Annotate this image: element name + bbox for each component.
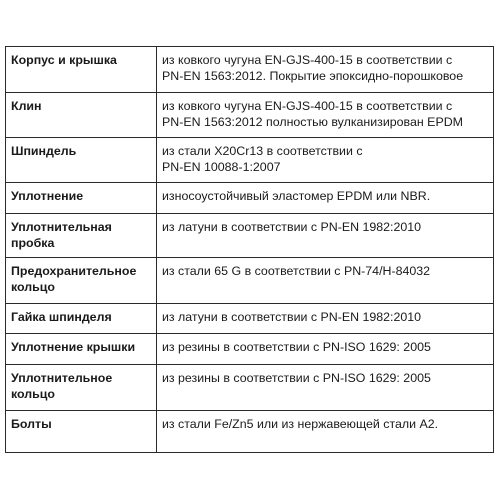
value-text: из латуни в соответствии с PN-EN 1982:2010 (162, 310, 422, 324)
parameter-label: Гайка шпинделя (11, 310, 112, 324)
parameter-cell (6, 334, 157, 365)
table-row (6, 93, 494, 138)
parameter-cell (6, 93, 157, 138)
value-text: из резины в соответствии с PN-ISO 1629: 2005 (162, 340, 431, 354)
parameter-label: Шпиндель (11, 144, 77, 158)
value-text: из стали X20Cr13 в соответствии с PN-EN 10088-1:2007 (162, 144, 363, 174)
value-text: из резины в соответствии с PN-ISO 1629: 2005 (162, 371, 431, 385)
value-cell (157, 365, 494, 411)
parameter-cell (6, 47, 157, 93)
table-row (6, 138, 494, 183)
value-text: износоустойчивый эластомер EPDM или NBR. (162, 189, 431, 203)
value-cell (157, 334, 494, 365)
parameter-label: Уплотнительная пробка (11, 220, 112, 250)
value-text: из ковкого чугуна EN-GJS-400-15 в соответствии с PN-EN 1563:2012. Покрытие эпоксидно-порошковое (162, 53, 464, 83)
table-row (6, 258, 494, 304)
value-cell (157, 183, 494, 214)
value-text: из латуни в соответствии с PN-EN 1982:2010 (162, 220, 422, 234)
parameter-label: Клин (11, 99, 42, 113)
parameter-label: Уплотнение (11, 189, 84, 203)
parameter-cell (6, 411, 157, 453)
value-cell (157, 214, 494, 258)
parameter-cell (6, 214, 157, 258)
parameter-cell (6, 183, 157, 214)
table-row (6, 47, 494, 93)
value-text: из стали Fe/Zn5 или из нержавеющей стали A2. (162, 417, 439, 431)
parameter-label: Уплотнение крышки (11, 340, 136, 354)
parameter-label: Корпус и крышка (11, 53, 117, 67)
value-cell (157, 258, 494, 304)
table-row (6, 411, 494, 453)
parameter-label: Болты (11, 417, 52, 431)
parameter-label: Предохранительное кольцо (11, 264, 137, 294)
table-row (6, 365, 494, 411)
value-text: из стали 65 G в соответствии с PN-74/H-84032 (162, 264, 431, 278)
parameter-label: Уплотнительное кольцо (11, 371, 113, 401)
value-cell (157, 47, 494, 93)
parameter-cell (6, 365, 157, 411)
specification-table (5, 46, 494, 453)
value-text: из ковкого чугуна EN-GJS-400-15 в соответствии с PN-EN 1563:2012 полностью вулканизирован EPDM (162, 99, 463, 129)
value-cell (157, 411, 494, 453)
value-cell (157, 304, 494, 334)
value-cell (157, 93, 494, 138)
parameter-cell (6, 304, 157, 334)
parameter-cell (6, 258, 157, 304)
value-cell (157, 138, 494, 183)
parameter-cell (6, 138, 157, 183)
table-row (6, 334, 494, 365)
table-row (6, 304, 494, 334)
table-row (6, 183, 494, 214)
table-row (6, 214, 494, 258)
